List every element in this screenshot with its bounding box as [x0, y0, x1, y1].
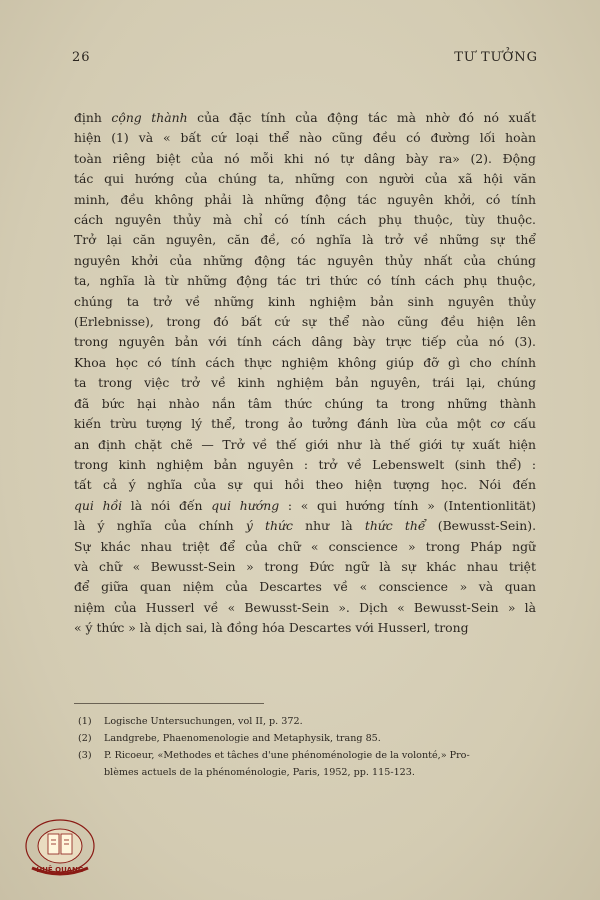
text-line: cách nguyên thủy mà chỉ có tính cách phụ thuộc, tùy thuộc.: [74, 212, 536, 228]
footnote: [78, 764, 538, 781]
text-line: niệm của Husserl về « Bewusst-Sein ». Dịch « Bewusst-Sein » là: [74, 599, 536, 615]
main-text: [74, 108, 536, 639]
footnote-text: blèmes actuels de la phénoménologie, Paris, 1952, pp. 115-123.: [104, 767, 415, 778]
text-line: Trở lại căn nguyên, căn đề, có nghĩa là trở về những sự thể: [74, 232, 536, 248]
text-line: và chữ « Bewusst-Sein » trong Đức ngữ là sự khác nhau triệt: [74, 558, 536, 574]
text-line: an định chặt chẽ — Trở về thế giới như là thế giới tự xuất hiện: [74, 436, 536, 452]
footnote-number: (3): [78, 750, 92, 761]
text-line: để giữa quan niệm của Descartes về « conscience » và quan: [74, 579, 536, 595]
footnote-number: (2): [78, 733, 92, 744]
footnotes: [78, 713, 538, 781]
text-line: nguyên khởi của những động tác nguyên thủy nhất của chúng: [74, 252, 536, 268]
text-line: tất cả ý nghĩa của sự qui hồi theo hiện tượng học. Nói đến: [74, 477, 536, 493]
text-line: tác qui hướng của chúng ta, những con người của xã hội văn: [74, 171, 536, 187]
footnote-number: (1): [78, 716, 92, 727]
footnote: [78, 747, 538, 764]
text-line: minh, đều không phải là những động tác nguyên khởi, có tính: [74, 191, 536, 207]
stamp-label: HUỆ QUANG: [36, 866, 84, 874]
page-number: 26: [72, 50, 91, 65]
text-line: toàn riêng biệt của nó mỗi khi nó tự dâng bày ra» (2). Động: [74, 150, 536, 166]
text-line: định cộng thành của đặc tính của động tác mà nhờ đó nó xuất: [74, 110, 536, 125]
text-line: là ý nghĩa của chính ý thức như là thức thể (Bewusst-Sein).: [74, 518, 536, 534]
footnote-text: Landgrebe, Phaenomenologie and Metaphysik, trang 85.: [104, 733, 381, 744]
text-line: ta trong việc trở về kinh nghiệm bản nguyên, trái lại, chúng: [74, 375, 536, 391]
text-line: chúng ta trở về những kinh nghiệm bản sinh nguyên thủy: [74, 293, 536, 309]
text-line: trong nguyên bản với tính cách dâng bày trực tiếp của nó (3).: [74, 334, 536, 350]
footnote: [78, 713, 538, 730]
text-line: Sự khác nhau triệt để của chữ « conscience » trong Pháp ngữ: [74, 538, 536, 554]
text-line: đã bức hại nhào nắn tâm thức chúng ta trong những thành: [74, 395, 536, 411]
running-title: TƯ TƯỞNG: [454, 50, 538, 65]
text-line: (Erlebnisse), trong đó bất cứ sự thể nào cũng đều hiện lên: [74, 314, 536, 330]
footnote-text: P. Ricoeur, «Methodes et tâches d'une phénoménologie de la volonté,» Pro-: [104, 750, 470, 761]
text-line: Khoa học có tính cách thực nghiệm không giúp đỡ gì cho chính: [74, 354, 536, 370]
text-line: hiện (1) và « bất cứ loại thể nào cũng đều có đường lối hoàn: [74, 130, 536, 146]
text-line: trong kinh nghiệm bản nguyên : trở về Lebenswelt (sinh thể) :: [74, 456, 536, 472]
footnote-text: Logische Untersuchungen, vol II, p. 372.: [104, 716, 303, 727]
footnote-divider: [74, 703, 264, 704]
text-line: ta, nghĩa là từ những động tác tri thức có tính cách phụ thuộc,: [74, 273, 536, 289]
text-line: « ý thức » là dịch sai, là đồng hóa Descartes với Husserl, trong: [74, 620, 469, 636]
footnote: [78, 730, 538, 747]
text-line: qui hồi là nói đến qui hướng : « qui hướng tính » (Intentionlität): [74, 497, 536, 513]
text-line: kiến trừu tượng lý thể, trong ảo tưởng đánh lừa của một cơ cấu: [74, 416, 536, 432]
